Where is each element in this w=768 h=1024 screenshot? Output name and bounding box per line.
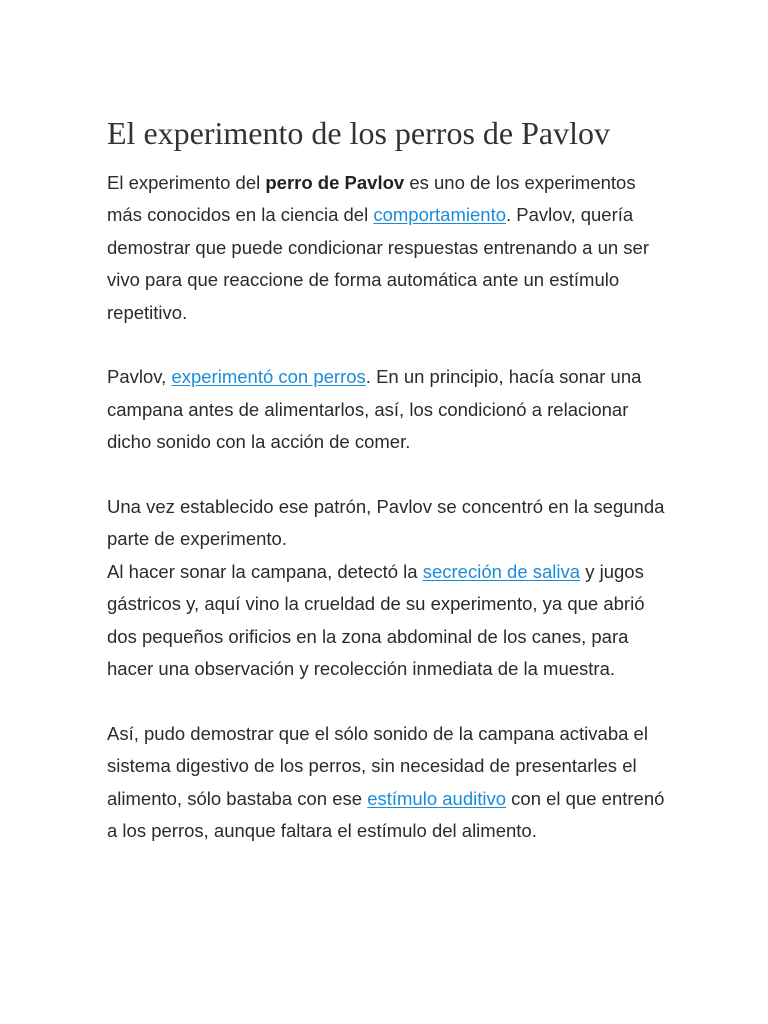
paragraph-text: Así, pudo demostrar que el sólo sonido de la campana activaba el sistema digestivo de los perros, sin necesidad de presentarles el alimento, sólo bastaba con ese xyxy=(107,722,648,809)
article xyxy=(107,111,667,880)
paragraph-saliva xyxy=(107,556,667,686)
paragraph-text: es uno de los experimentos más conocidos en la ciencia del xyxy=(107,172,636,226)
article-title: El experimento de los perros de Pavlov xyxy=(107,115,610,151)
paragraph-pattern xyxy=(107,491,667,556)
paragraph-text: Al hacer sonar la campana, detectó la xyxy=(107,560,423,582)
link-comportamiento[interactable]: comportamiento xyxy=(373,204,507,226)
paragraph-text: . En un principio, hacía sonar una campana antes de alimentarlos, así, los condicionó a relacionar dicho sonido con la acción de comer. xyxy=(107,366,642,453)
paragraph-text: Pavlov, xyxy=(107,366,172,388)
paragraph-intro xyxy=(107,167,667,329)
paragraph-text: Una vez establecido ese patrón, Pavlov se concentró en la segunda parte de experimento. xyxy=(107,496,665,550)
paragraph-text: y jugos gástricos y, aquí vino la crueldad de su experimento, ya que abrió dos pequeños orificios en la zona abdominal de los canes, para hacer una observación y recolección inmediata de la muestra. xyxy=(107,560,645,680)
paragraph-text: con el que entrenó a los perros, aunque faltara el estímulo del alimento. xyxy=(107,787,665,842)
bold-term: perro de Pavlov xyxy=(265,172,405,193)
paragraph-text: . Pavlov, quería demostrar que puede condicionar respuestas entrenando a un ser vivo para que reaccione de forma automática ante un estímulo repetitivo. xyxy=(107,204,649,323)
link-experimento-con-perros[interactable]: experimentó con perros xyxy=(171,366,366,388)
paragraph-text: El experimento del xyxy=(107,172,266,193)
paragraph-experiment xyxy=(107,361,667,458)
link-estimulo-auditivo[interactable]: estímulo auditivo xyxy=(367,787,507,809)
paragraph-conclusion xyxy=(107,718,667,848)
link-secrecion-de-saliva[interactable]: secreción de saliva xyxy=(422,560,581,582)
